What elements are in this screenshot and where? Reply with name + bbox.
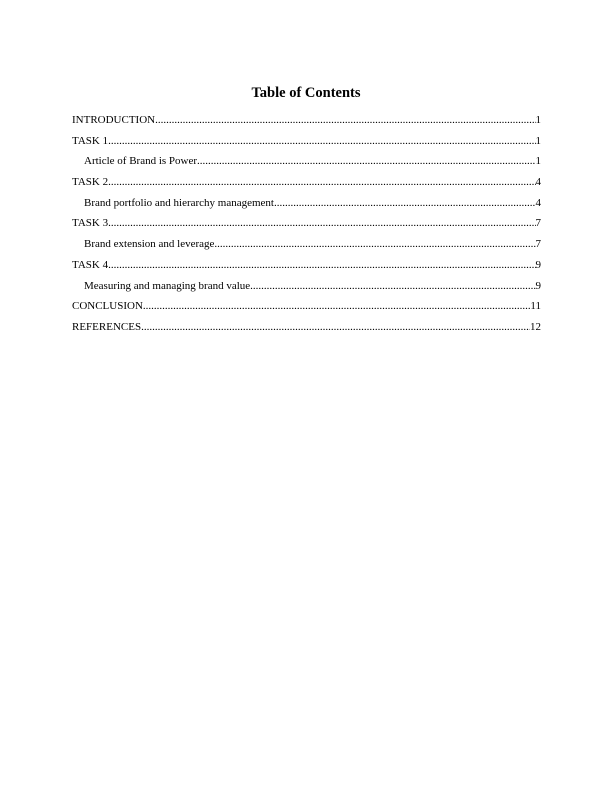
toc-entry-measuring-brand-value[interactable] [72, 280, 541, 301]
toc-page-number: 4 [535, 196, 541, 209]
toc-entry-brand-portfolio[interactable] [72, 197, 541, 218]
toc-entry-references[interactable] [72, 321, 541, 342]
toc-page-number: 1 [535, 155, 541, 168]
toc-entry-text: REFERENCES [72, 320, 142, 333]
toc-entry-task-4[interactable] [72, 259, 541, 280]
toc-entry-text: TASK 1 [72, 134, 109, 147]
toc-page-number: 9 [535, 279, 541, 292]
toc-entry-text: Measuring and managing brand value [84, 279, 251, 292]
toc-entry-task-2[interactable] [72, 176, 541, 197]
toc-entry-text: TASK 3 [72, 217, 109, 230]
toc-page-number: 4 [535, 176, 541, 189]
toc-entry-introduction[interactable] [72, 114, 541, 135]
toc-entry-article-of-brand-is-power[interactable] [72, 155, 541, 176]
toc-entry-conclusion[interactable] [72, 300, 541, 321]
toc-entry-task-3[interactable] [72, 217, 541, 238]
toc-dot-leader [155, 114, 535, 127]
toc-page-number: 11 [530, 300, 541, 313]
toc-dot-leader [108, 135, 535, 148]
toc-dot-leader [141, 321, 530, 334]
toc-entry-text: Article of Brand is Power [84, 155, 198, 168]
toc-dot-leader [250, 280, 535, 293]
toc-dot-leader [274, 197, 536, 210]
toc-dot-leader [108, 176, 535, 189]
toc-dot-leader [143, 300, 531, 313]
toc-entry-text: Brand extension and leverage [84, 238, 215, 251]
toc-list [72, 114, 541, 342]
toc-title: Table of Contents [251, 85, 361, 101]
toc-dot-leader [108, 217, 535, 230]
toc-page-number: 7 [535, 217, 541, 230]
toc-page-number: 12 [530, 320, 541, 333]
toc-dot-leader [214, 238, 535, 251]
toc-entry-text: TASK 4 [72, 258, 109, 271]
toc-entry-text: INTRODUCTION [72, 114, 156, 126]
toc-page-number: 7 [535, 238, 541, 251]
toc-entry-text: TASK 2 [72, 176, 109, 189]
toc-dot-leader [197, 155, 535, 168]
toc-dot-leader [108, 259, 535, 272]
toc-page-number: 9 [535, 258, 541, 271]
toc-entry-brand-extension[interactable] [72, 238, 541, 259]
toc-entry-text: CONCLUSION [72, 300, 143, 313]
toc-entry-task-1[interactable] [72, 135, 541, 156]
toc-page-number: 1 [535, 134, 541, 147]
toc-page-number: 1 [535, 114, 541, 126]
toc-entry-text: Brand portfolio and hierarchy management [84, 196, 274, 209]
